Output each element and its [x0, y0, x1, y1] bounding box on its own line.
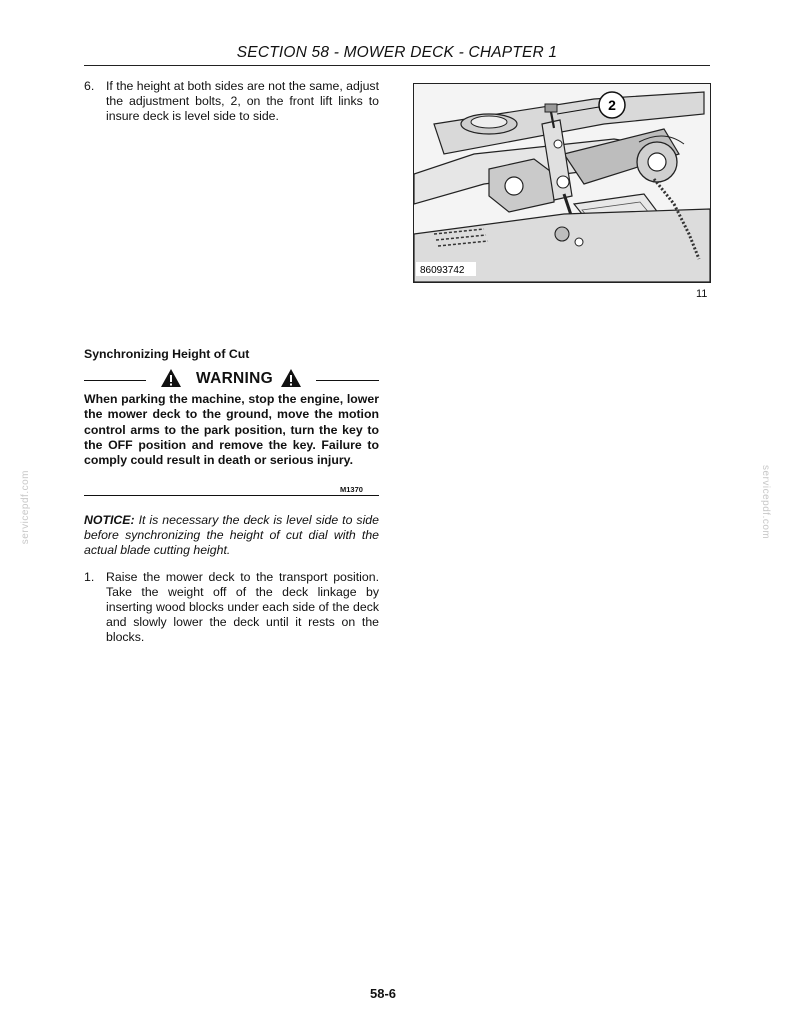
warning-code: M1370: [340, 485, 363, 494]
step-number: 1.: [84, 570, 95, 584]
step-text: If the height at both sides are not the same, adjust the adjustment bolts, 2, on the front lift links to insure deck is level side to side.: [106, 79, 379, 123]
warning-rule-left: [84, 380, 146, 381]
warning-rule-bottom: [84, 495, 379, 496]
page-number: 58-6: [370, 986, 397, 1001]
step-6: [84, 79, 379, 124]
callout-label: 2: [608, 97, 616, 113]
notice-label: NOTICE:: [84, 513, 135, 527]
notice-text: It is necessary the deck is level side to side before synchronizing the height of cut dial with the actual blade cutting height.: [84, 513, 379, 557]
watermark-left: servicepdf.com: [20, 470, 31, 545]
warning-title: WARNING: [196, 370, 274, 387]
mower-deck-figure: [413, 83, 711, 283]
warning-triangle-icon: [280, 368, 302, 388]
figure-number: 11: [696, 288, 708, 300]
step-number: 6.: [84, 79, 95, 93]
step-1: [84, 570, 379, 645]
warning-triangle-icon: [160, 368, 182, 388]
notice-paragraph: [84, 513, 379, 558]
step-text: Raise the mower deck to the transport position. Take the weight off of the deck linkage by inserting wood blocks under each side of the deck and slowly lower the deck until it rests on the blocks.: [106, 570, 379, 644]
watermark-right: servicepdf.com: [760, 465, 771, 540]
page-header: SECTION 58 - MOWER DECK - CHAPTER 1: [236, 44, 558, 61]
header-rule: [84, 65, 710, 66]
warning-heading: [84, 368, 379, 390]
section-subheading: Synchronizing Height of Cut: [84, 347, 250, 361]
part-number: 86093742: [420, 265, 465, 276]
warning-rule-right: [316, 380, 379, 381]
lift-link-illustration: [414, 84, 710, 282]
warning-body: When parking the machine, stop the engine, lower the mower deck to the ground, move the motion control arms to the park position, turn the key to the OFF position and remove the key. Failure to comply could result in death or serious injury.: [84, 392, 379, 468]
